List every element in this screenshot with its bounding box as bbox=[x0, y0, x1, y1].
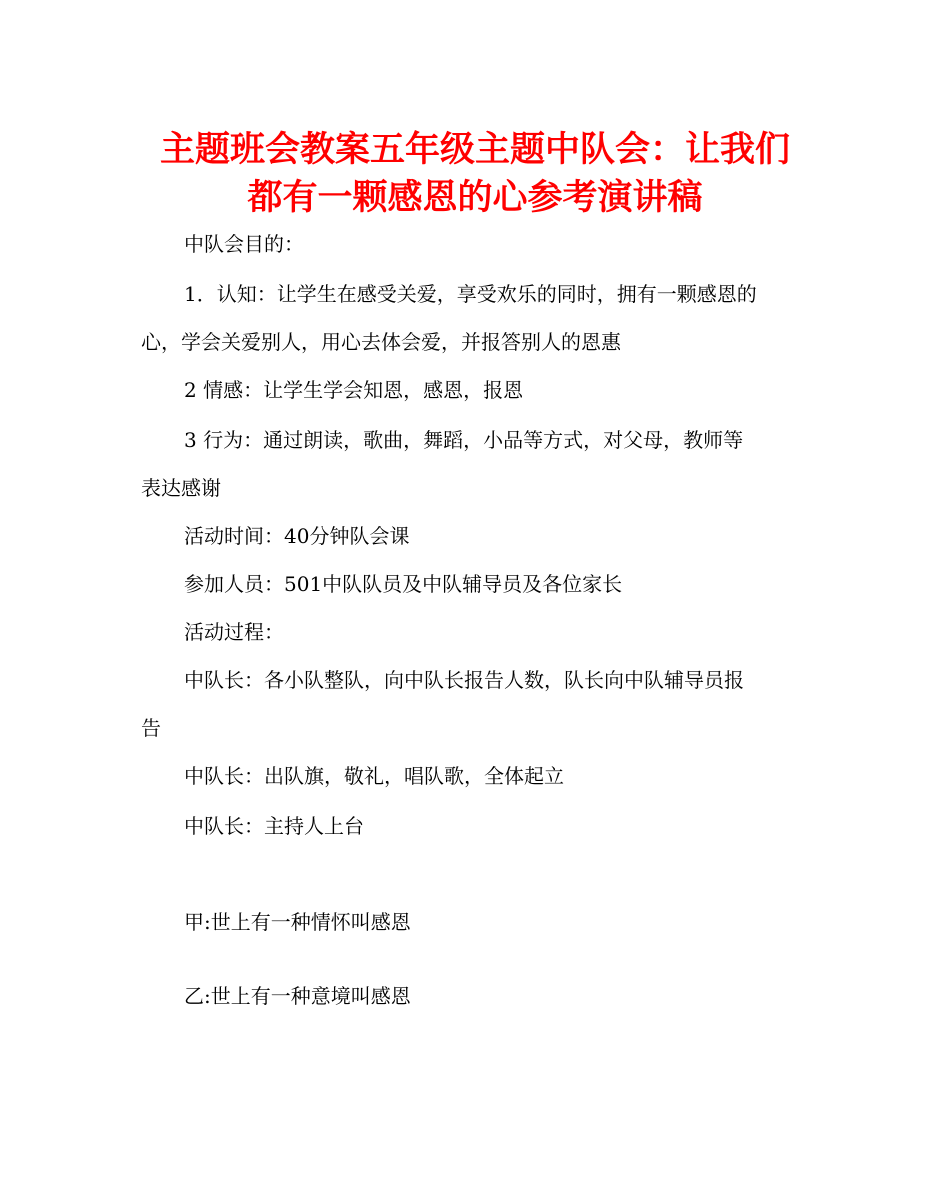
paragraph-cognition-line-2: 心，学会关爱别人，用心去体会爱，并报答别人的恩惠 bbox=[141, 330, 621, 354]
paragraph-speaker-b: 乙:世上有一种意境叫感恩 bbox=[184, 984, 411, 1008]
paragraph-speaker-a: 甲:世上有一种情怀叫感恩 bbox=[184, 910, 411, 934]
paragraph-behavior-line-1: 3 行为：通过朗读，歌曲，舞蹈，小品等方式，对父母，教师等 bbox=[184, 428, 744, 452]
title-line-1: 主题班会教案五年级主题中队会：让我们 bbox=[159, 130, 790, 170]
paragraph-flag-ceremony: 中队长：出队旗，敬礼，唱队歌，全体起立 bbox=[184, 764, 564, 788]
paragraph-activity-process: 活动过程： bbox=[184, 620, 284, 644]
paragraph-host-onstage: 中队长：主持人上台 bbox=[184, 814, 364, 838]
title-line-2: 都有一颗感恩的心参考演讲稿 bbox=[247, 178, 703, 218]
paragraph-cognition-line-1: 1．认知：让学生在感受关爱，享受欢乐的同时，拥有一颗感恩的 bbox=[184, 282, 757, 306]
paragraph-meeting-purpose: 中队会目的： bbox=[184, 232, 304, 256]
paragraph-behavior-line-2: 表达感谢 bbox=[141, 476, 221, 500]
paragraph-squad-line-1: 中队长：各小队整队，向中队长报告人数，队长向中队辅导员报 bbox=[184, 668, 744, 692]
paragraph-participants: 参加人员：501中队队员及中队辅导员及各位家长 bbox=[184, 572, 623, 596]
paragraph-activity-time: 活动时间：40分钟队会课 bbox=[184, 524, 410, 548]
paragraph-squad-line-2: 告 bbox=[141, 716, 161, 740]
paragraph-emotion: 2 情感：让学生学会知恩，感恩，报恩 bbox=[184, 378, 524, 402]
